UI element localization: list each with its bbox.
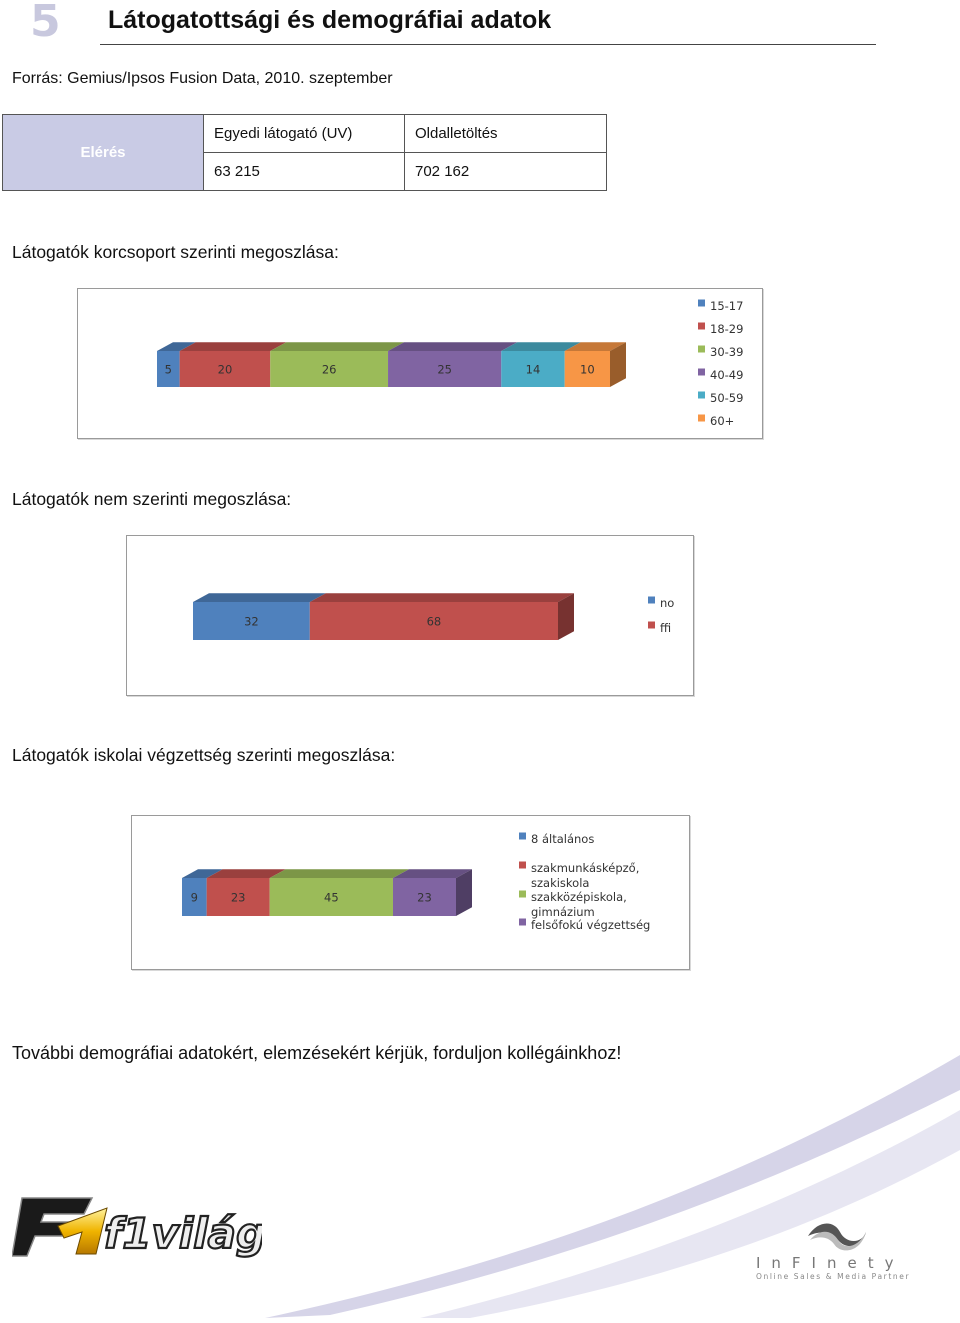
legend-swatch-30-39 bbox=[698, 346, 705, 353]
age-section-title: Látogatók korcsoport szerinti megoszlása: bbox=[12, 242, 339, 262]
legend-swatch-18-29 bbox=[698, 323, 705, 330]
age-chart-frame bbox=[77, 288, 763, 439]
data-label-ffi: 68 bbox=[426, 614, 442, 629]
legend-swatch-no bbox=[648, 597, 655, 604]
bar-top-szakközépiskola-gimnázium bbox=[270, 869, 409, 878]
infinety-tagline: Online Sales & Media Partner bbox=[756, 1272, 911, 1281]
legend-label-8-általános: 8 általános bbox=[531, 832, 595, 846]
bar-top-30-39 bbox=[270, 342, 404, 351]
bar-top-40-49 bbox=[388, 342, 517, 351]
data-label-50-59: 14 bbox=[525, 362, 541, 377]
education-section-title: Látogatók iskolai végzettség szerinti megoszlása: bbox=[12, 745, 396, 765]
column-header-unique-visitors: Egyedi látogató (UV) bbox=[204, 115, 405, 153]
bar-top-no bbox=[193, 593, 326, 602]
data-label-30-39: 26 bbox=[321, 362, 337, 377]
data-label-no: 32 bbox=[244, 614, 259, 629]
infinety-logo-graphic bbox=[752, 1218, 927, 1284]
reach-row-header: Elérés bbox=[3, 115, 204, 191]
data-label-szakmunkásképző-szakiskola: 23 bbox=[230, 890, 246, 905]
reach-table bbox=[2, 114, 607, 191]
f1vilag-logo-graphic bbox=[12, 1190, 262, 1265]
bar-top-ffi bbox=[310, 593, 574, 602]
data-label-60: 10 bbox=[580, 362, 595, 377]
legend-swatch-szakközépiskola-gimnázium bbox=[519, 891, 526, 898]
legend-swatch-szakmunkásképző-szakiskola bbox=[519, 862, 526, 869]
data-label-15-17: 5 bbox=[164, 362, 172, 377]
f1vilag-wordmark: f1világ bbox=[104, 1209, 262, 1258]
data-label-40-49: 25 bbox=[437, 362, 452, 377]
legend-swatch-15-17 bbox=[698, 300, 705, 307]
legend-label-50-59: 50-59 bbox=[710, 391, 744, 405]
gender-section-title: Látogatók nem szerinti megoszlása: bbox=[12, 489, 292, 509]
gender-chart-frame bbox=[126, 535, 694, 696]
unique-visitors-value: 63 215 bbox=[204, 153, 405, 191]
data-label-felsőfokú-végzettség: 23 bbox=[417, 890, 432, 905]
swoosh-band-light bbox=[420, 1110, 960, 1318]
infinety-logo bbox=[752, 1218, 927, 1284]
page-title: Látogatottsági és demográfiai adatok bbox=[108, 6, 552, 34]
table-row bbox=[3, 115, 607, 153]
legend-label-15-17: 15-17 bbox=[710, 299, 744, 313]
legend-label-30-39: 30-39 bbox=[710, 345, 744, 359]
source-note: Forrás: Gemius/Ipsos Fusion Data, 2010. szeptember bbox=[12, 70, 393, 87]
legend-swatch-40-49 bbox=[698, 369, 705, 376]
legend-swatch-8-általános bbox=[519, 833, 526, 840]
legend-label-no: no bbox=[660, 596, 675, 610]
data-label-18-29: 20 bbox=[217, 362, 233, 377]
legend-swatch-60 bbox=[698, 415, 705, 422]
infinety-wordmark: InFInety bbox=[756, 1254, 905, 1272]
legend-label-ffi: ffi bbox=[660, 621, 672, 635]
title-divider bbox=[100, 44, 876, 45]
age-chart bbox=[78, 289, 762, 438]
legend-label-szakközépiskola-gimnázium-line2: gimnázium bbox=[531, 905, 595, 919]
closing-text: További demográfiai adatokért, elemzésekért kérjük, forduljon kollégáinkhoz! bbox=[12, 1043, 622, 1063]
f1-mark-accent bbox=[58, 1208, 107, 1254]
legend-label-szakközépiskola-gimnázium: szakközépiskola, bbox=[531, 890, 627, 904]
legend-label-szakmunkásképző-szakiskola: szakmunkásképző, bbox=[531, 861, 640, 875]
legend-swatch-ffi bbox=[648, 622, 655, 629]
legend-label-felsőfokú-végzettség: felsőfokú végzettség bbox=[531, 918, 651, 932]
education-chart-frame bbox=[131, 815, 690, 970]
pageviews-value: 702 162 bbox=[405, 153, 607, 191]
legend-label-szakmunkásképző-szakiskola-line2: szakiskola bbox=[531, 876, 590, 890]
legend-swatch-50-59 bbox=[698, 392, 705, 399]
education-chart bbox=[132, 816, 689, 969]
f1vilag-logo bbox=[12, 1190, 262, 1265]
column-header-pageviews: Oldalletöltés bbox=[405, 115, 607, 153]
legend-label-60: 60+ bbox=[710, 414, 735, 428]
legend-label-40-49: 40-49 bbox=[710, 368, 744, 382]
data-label-8-általános: 9 bbox=[190, 890, 198, 905]
bar-top-18-29 bbox=[180, 342, 287, 351]
legend-swatch-felsőfokú-végzettség bbox=[519, 919, 526, 926]
data-label-szakközépiskola-gimnázium: 45 bbox=[324, 890, 339, 905]
legend-label-18-29: 18-29 bbox=[710, 322, 744, 336]
gender-chart bbox=[127, 536, 693, 695]
page-number: 5 bbox=[30, 0, 61, 47]
